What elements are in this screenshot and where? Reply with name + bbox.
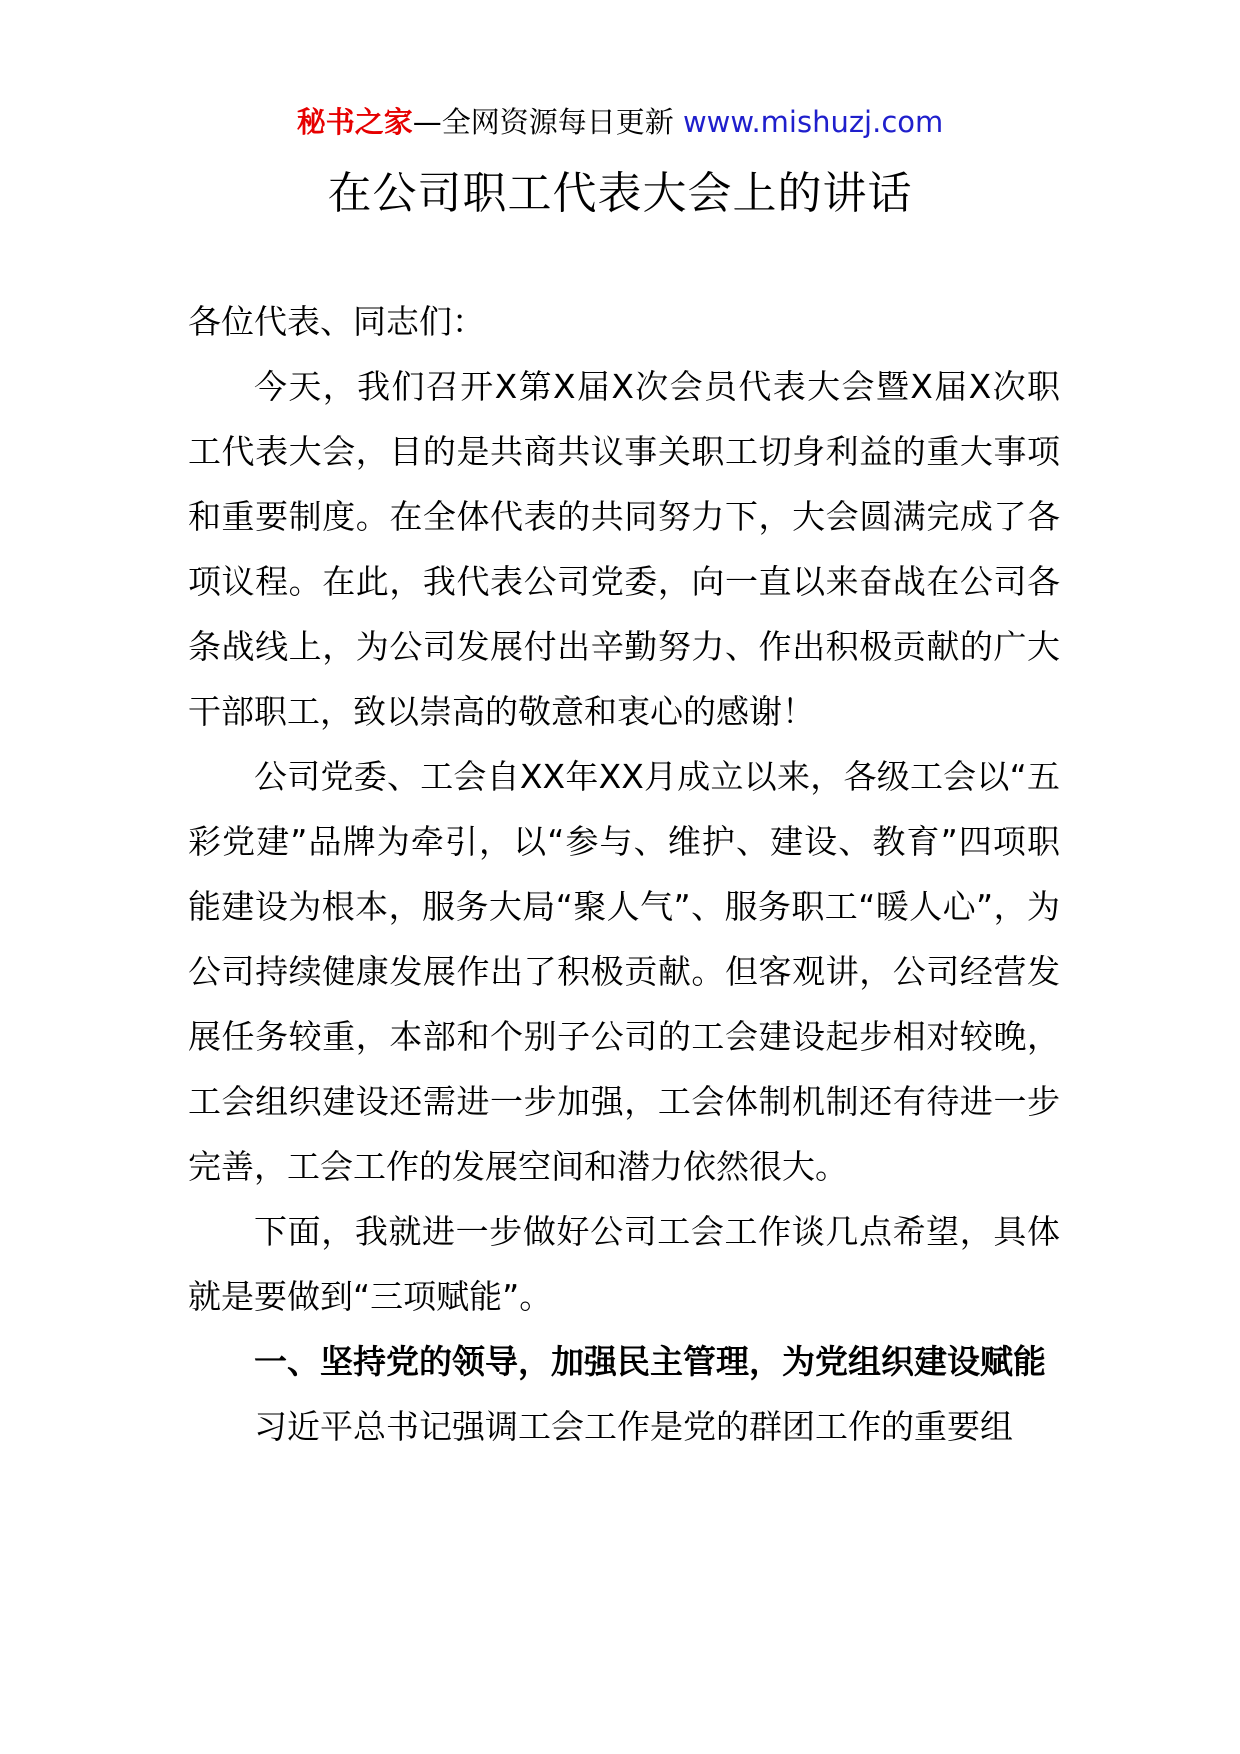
body-paragraph-3: 下面，我就进一步做好公司工会工作谈几点希望，具体就是要做到“三项赋能”。	[188, 1212, 1060, 1316]
section-heading-1: 一、坚持党的领导，加强民主管理，为党组织建设赋能	[254, 1342, 1046, 1381]
section-paragraph-1: 习近平总书记强调工会工作是党的群团工作的重要组	[254, 1407, 1013, 1446]
brand-slogan: —全网资源每日更新	[412, 105, 674, 139]
brand-name: 秘书之家	[296, 105, 413, 139]
body-paragraph-2: 公司党委、工会自XX年XX月成立以来，各级工会以“五彩党建”品牌为牵引，以“参与、维护、建设、教育”四项职能建设为根本，服务大局“聚人气”、服务职工“暖人心”，为公司持续健康发展作出了积极贡献。但客观讲，公司经营发展任务较重，本部和个别子公司的工会建设起步相对较晚，工会组织建设还需进一步加强，工会体制机制还有待进一步完善，工会工作的发展空间和潜力依然很大。	[188, 757, 1060, 1186]
document-title: 在公司职工代表大会上的讲话	[327, 168, 913, 219]
document-body	[188, 289, 1060, 1459]
site-url-link[interactable]: www.mishuzj.com	[682, 105, 944, 139]
greeting-line: 各位代表、同志们：	[188, 302, 485, 341]
body-paragraph-1: 今天，我们召开X第X届X次会员代表大会暨X届X次职工代表大会，目的是共商共议事关职工切身利益的重大事项和重要制度。在全体代表的共同努力下，大会圆满完成了各项议程。在此，我代表公司党委，向一直以来奋战在公司各条战线上，为公司发展付出辛勤努力、作出积极贡献的广大干部职工，致以崇高的敬意和衷心的感谢！	[188, 367, 1060, 731]
site-banner	[0, 102, 1240, 142]
